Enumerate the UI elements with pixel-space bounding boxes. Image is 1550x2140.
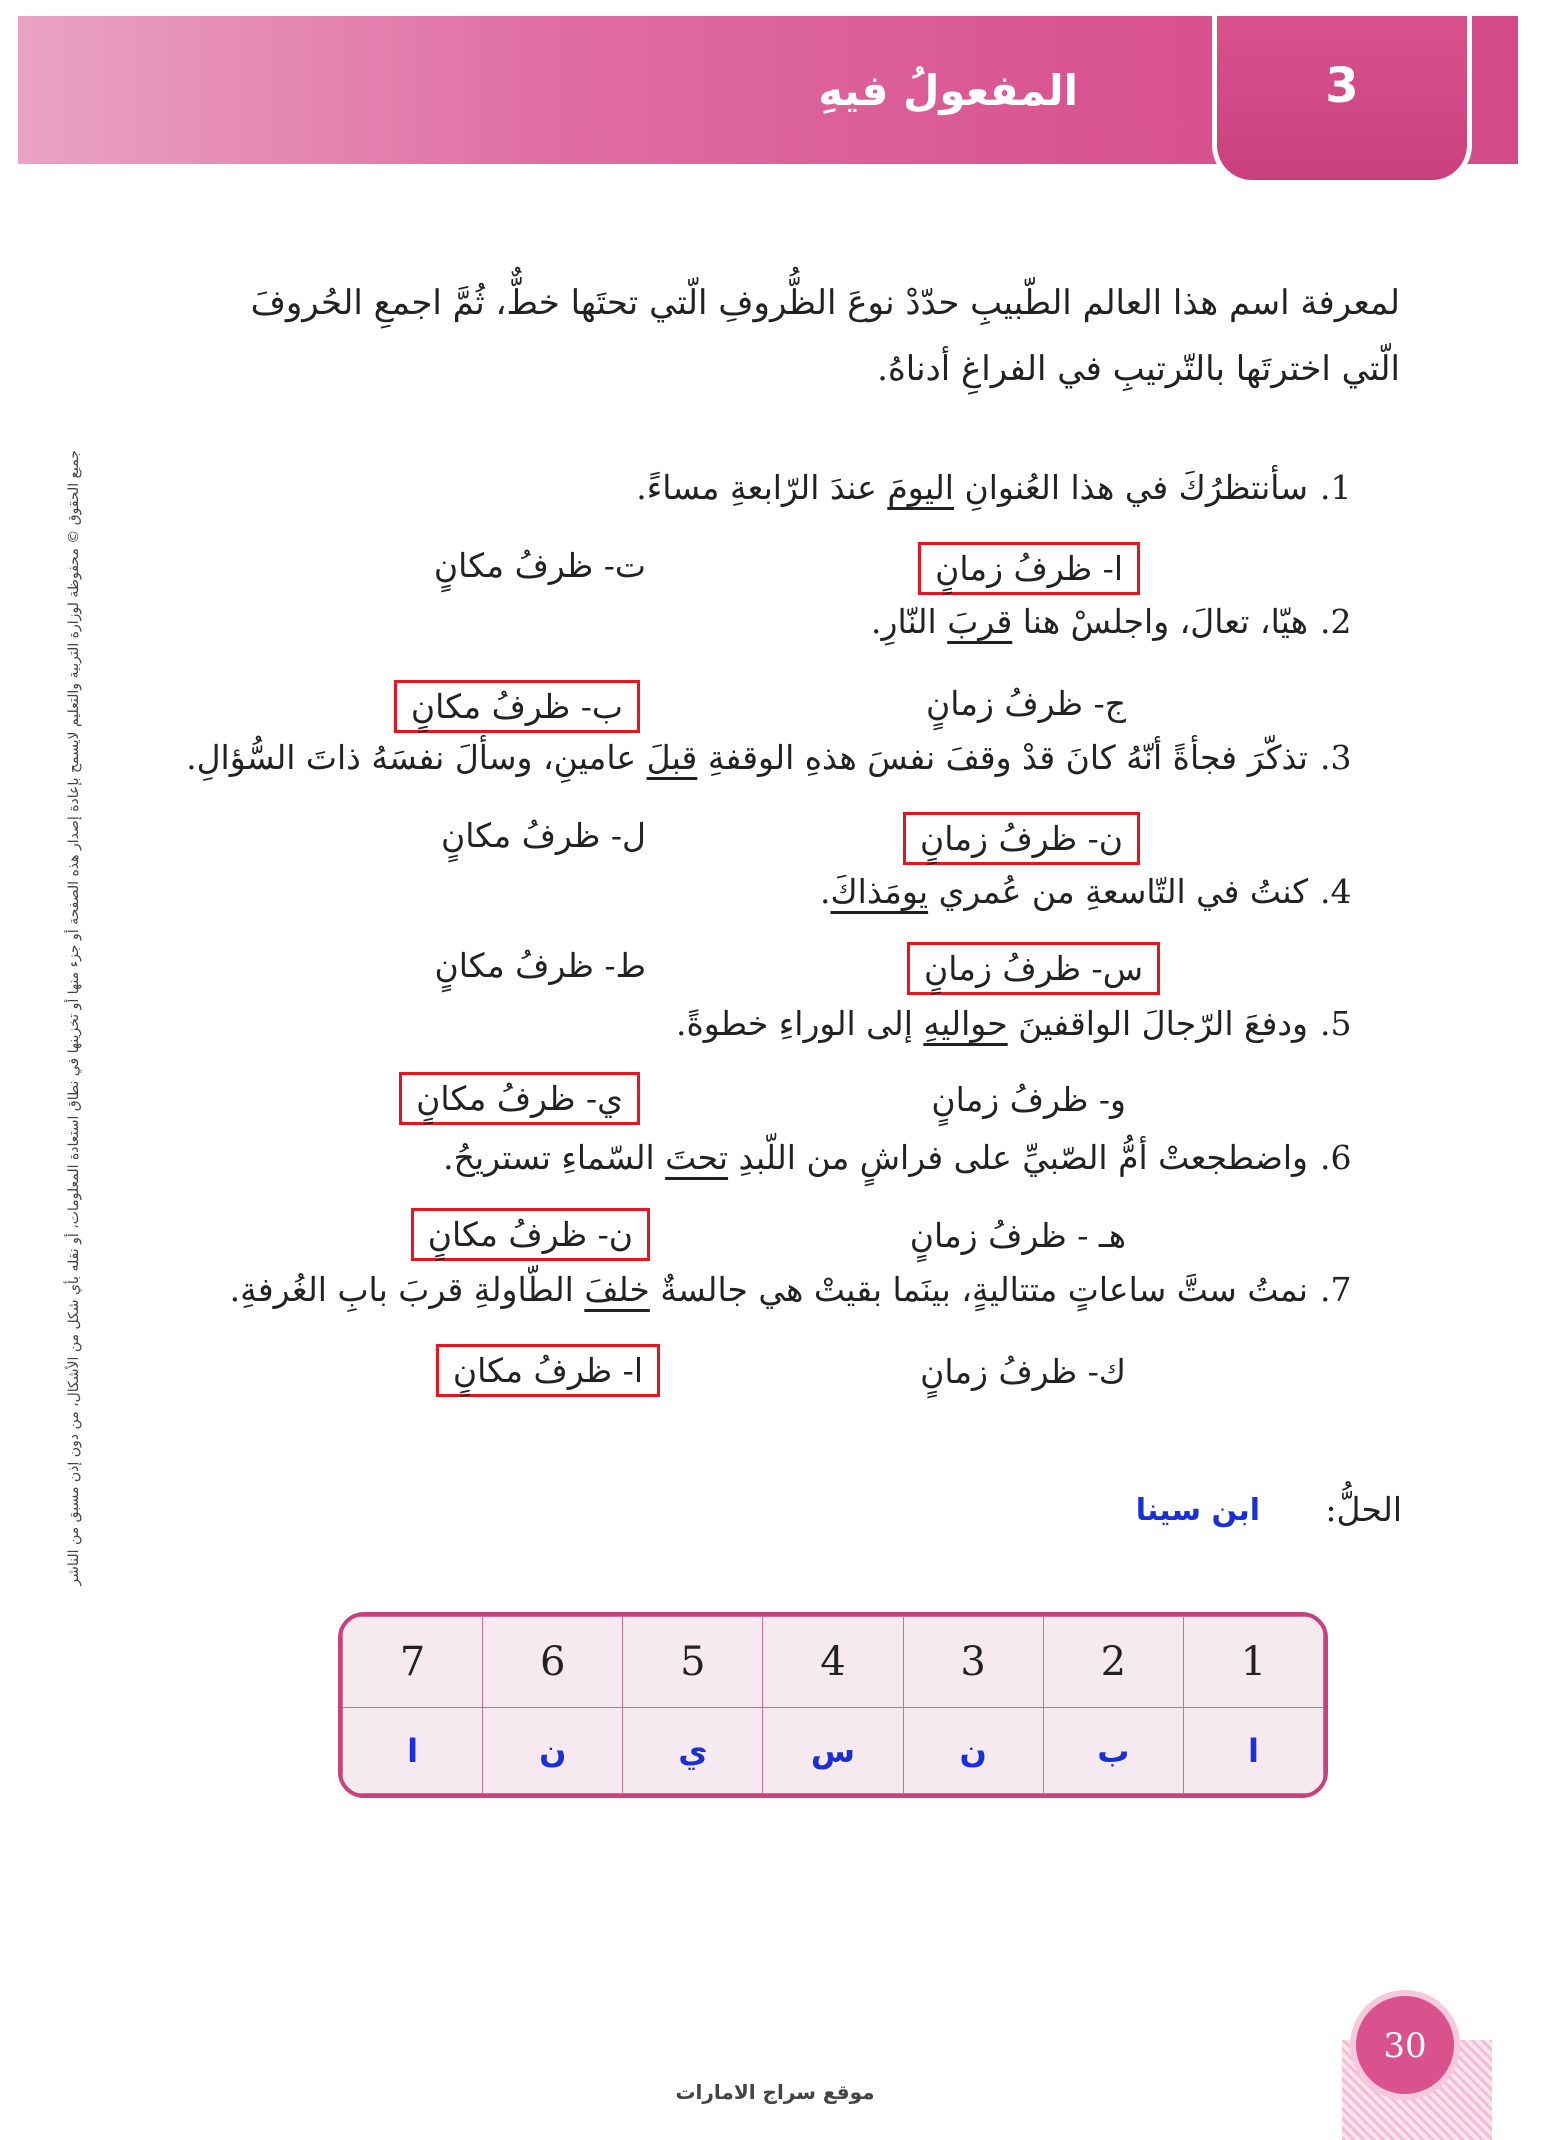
question-text-end: إلى الوراءِ خطوةً. bbox=[675, 1004, 924, 1043]
chapter-number: 3 bbox=[1325, 58, 1359, 114]
table-cell-number: 3 bbox=[903, 1617, 1043, 1708]
underlined-adverb: يومَذاكَ bbox=[830, 872, 929, 911]
option-6-left[interactable]: ن- ظرفُ مكانٍ bbox=[411, 1208, 650, 1261]
table-cell-letter[interactable]: ب bbox=[1043, 1708, 1183, 1794]
question-text: ودفعَ الرّجالَ الواقفينَ bbox=[1007, 1004, 1308, 1043]
table-cell-letter[interactable]: ن bbox=[483, 1708, 623, 1794]
option-2-right[interactable]: ج- ظرفُ زمانٍ bbox=[925, 684, 1126, 723]
solution-label: الحلُّ: bbox=[1325, 1490, 1402, 1529]
question-text: نمتُ ستَّ ساعاتٍ متتاليةٍ، بينَما بقيتْ هي جالسةٌ bbox=[649, 1270, 1308, 1309]
question-text: واضطجعتْ أمُّ الصّبيِّ على فراشٍ من اللّبدِ bbox=[728, 1138, 1308, 1177]
question-3 bbox=[186, 738, 1400, 777]
page-number: 30 bbox=[1383, 2026, 1427, 2066]
underlined-adverb: قربَ bbox=[947, 602, 1013, 641]
option-2-left[interactable]: ب- ظرفُ مكانٍ bbox=[394, 680, 640, 733]
table-cell-letter[interactable]: س bbox=[763, 1708, 903, 1794]
question-7 bbox=[200, 1270, 1400, 1309]
chapter-title: المفعولُ فيهِ bbox=[818, 66, 1078, 115]
option-3-right[interactable]: ن- ظرفُ زمانٍ bbox=[903, 812, 1140, 865]
option-1-left[interactable]: ت- ظرفُ مكانٍ bbox=[433, 546, 646, 585]
table-cell-number: 5 bbox=[623, 1617, 763, 1708]
question-text: تذكّرَ فجأةً أنّهُ كانَ قدْ وقفَ نفسَ هذهِ الوقفةِ bbox=[697, 738, 1308, 777]
underlined-adverb: خلفَ bbox=[584, 1270, 650, 1309]
option-6-right[interactable]: هـ - ظرفُ زمانٍ bbox=[909, 1216, 1126, 1255]
table-cell-letter[interactable]: ن bbox=[903, 1708, 1043, 1794]
table-cell-number: 7 bbox=[343, 1617, 483, 1708]
question-number: 4. bbox=[1320, 872, 1352, 911]
footer-site-name: موقع سراج الامارات bbox=[675, 2080, 875, 2104]
underlined-adverb: تحتَ bbox=[665, 1138, 729, 1177]
copyright-note: جميع الحقوق © محفوظة لوزارة التربية والتعليم لايسمح بإعادة إصدار هذه الصفحة أو جزء منها أو تخزينها في نطاق استعادة المعلومات، أو نقله بأي شكل من الأشكال، من دون إذن مسبق من الناشر bbox=[66, 450, 82, 1586]
question-number: 3. bbox=[1320, 738, 1352, 777]
question-text: كنتُ في التّاسعةِ من عُمري bbox=[928, 872, 1308, 911]
underlined-adverb: قبلَ bbox=[646, 738, 698, 777]
answer-table bbox=[338, 1612, 1328, 1798]
underlined-adverb: حواليهِ bbox=[923, 1004, 1008, 1043]
question-text: سأنتظرُكَ في هذا العُنوانِ bbox=[953, 468, 1308, 507]
option-1-right[interactable]: ا- ظرفُ زمانٍ bbox=[918, 542, 1140, 595]
question-number: 7. bbox=[1320, 1270, 1352, 1309]
exercise-instructions: لمعرفة اسم هذا العالم الطّبيبِ حدّدْ نوعَ الظُّروفِ الّتي تحتَها خطٌّ، ثُمَّ اجمعِ الحُروفَ الّتي اخترتَها بالتّرتيبِ في الفراغِ أدناهُ. bbox=[250, 283, 1400, 389]
question-number: 6. bbox=[1320, 1138, 1352, 1177]
table-row-letters bbox=[343, 1708, 1324, 1794]
question-text-end: عامينِ، وسألَ نفسَهُ ذاتَ السُّؤالِ. bbox=[186, 738, 647, 777]
question-2 bbox=[200, 602, 1400, 641]
table-cell-letter[interactable]: ا bbox=[343, 1708, 483, 1794]
question-number: 5. bbox=[1320, 1004, 1352, 1043]
option-4-right[interactable]: س- ظرفُ زمانٍ bbox=[907, 942, 1160, 995]
question-text-end: الطّاولةِ قربَ بابِ الغُرفةِ. bbox=[229, 1270, 585, 1309]
question-text-end: النّارِ. bbox=[871, 602, 948, 641]
option-7-right[interactable]: ك- ظرفُ زمانٍ bbox=[920, 1352, 1126, 1391]
option-3-left[interactable]: ل- ظرفُ مكانٍ bbox=[441, 816, 646, 855]
option-7-left[interactable]: ا- ظرفُ مكانٍ bbox=[436, 1344, 660, 1397]
table-cell-number: 6 bbox=[483, 1617, 623, 1708]
question-text: هيّا، تعالَ، واجلسْ هنا bbox=[1012, 602, 1308, 641]
question-text-end: السّماءِ تستريحُ. bbox=[443, 1138, 666, 1177]
table-cell-letter[interactable]: ا bbox=[1183, 1708, 1323, 1794]
option-5-right[interactable]: و- ظرفُ زمانٍ bbox=[931, 1080, 1126, 1119]
underlined-adverb: اليومَ bbox=[887, 468, 954, 507]
question-number: 1. bbox=[1320, 468, 1352, 507]
question-4 bbox=[200, 872, 1400, 911]
chapter-number-tab bbox=[1212, 16, 1472, 185]
table-row-numbers bbox=[343, 1617, 1324, 1708]
question-text-end: عندَ الرّابعةِ مساءً. bbox=[636, 468, 888, 507]
question-6 bbox=[200, 1138, 1400, 1177]
question-text-end: . bbox=[819, 872, 831, 911]
question-5 bbox=[200, 1004, 1400, 1043]
solution-answer: ابن سينا bbox=[1135, 1493, 1260, 1528]
option-4-left[interactable]: ط- ظرفُ مكانٍ bbox=[434, 946, 646, 985]
question-number: 2. bbox=[1320, 602, 1352, 641]
table-cell-letter[interactable]: ي bbox=[623, 1708, 763, 1794]
question-1 bbox=[200, 468, 1400, 507]
table-cell-number: 2 bbox=[1043, 1617, 1183, 1708]
option-5-left[interactable]: ي- ظرفُ مكانٍ bbox=[399, 1072, 640, 1125]
table-cell-number: 4 bbox=[763, 1617, 903, 1708]
table-cell-number: 1 bbox=[1183, 1617, 1323, 1708]
